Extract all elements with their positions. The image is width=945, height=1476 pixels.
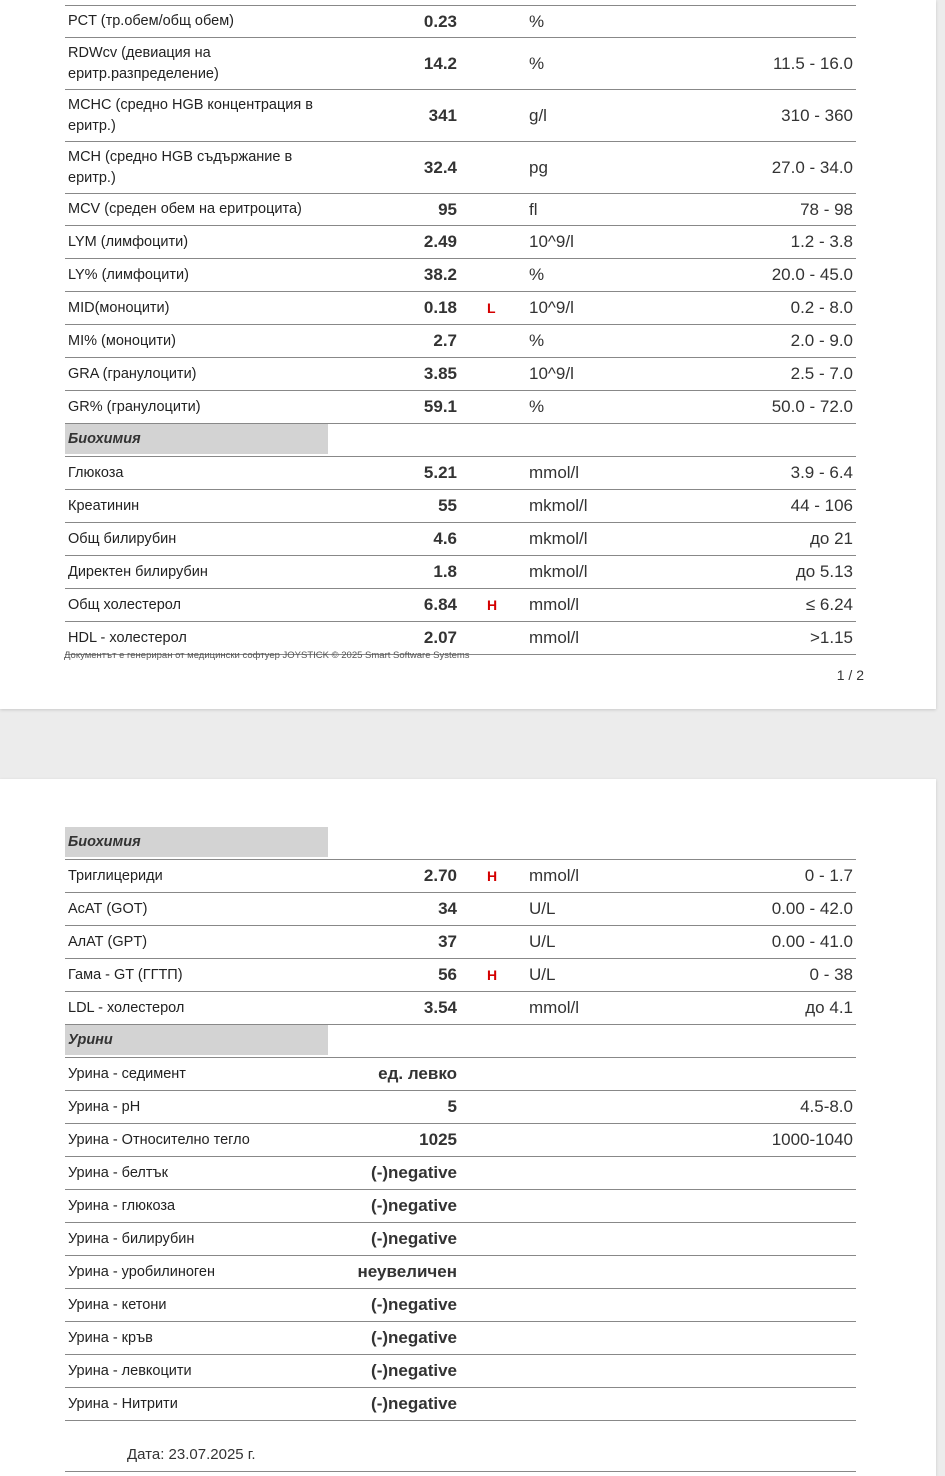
section-label-urine: Урини (65, 1025, 328, 1055)
reference-range: 3.9 - 6.4 (790, 463, 853, 482)
table-row (65, 1355, 856, 1388)
test-name: Урина - билирубин (68, 1230, 195, 1247)
reference-range: 0.00 - 41.0 (771, 932, 853, 951)
abnormal-flag: L (487, 300, 496, 316)
table-row (65, 358, 856, 391)
test-name: MCV (среден обем на еритроцита) (68, 201, 302, 217)
test-name: HDL - холестерол (68, 629, 187, 646)
table-row (65, 1322, 856, 1355)
result-unit: U/L (529, 965, 556, 984)
results-table-page-1 (65, 5, 856, 655)
reference-range: 20.0 - 45.0 (771, 265, 853, 284)
report-date: Дата: 23.07.2025 г. (127, 1446, 256, 1463)
reference-range: до 5.13 (795, 562, 853, 581)
reference-range: 1000-1040 (771, 1130, 853, 1149)
table-row (65, 589, 856, 622)
test-name: Общ билирубин (68, 530, 177, 547)
reference-range: 44 - 106 (790, 496, 853, 515)
result-unit: % (529, 331, 545, 350)
result-unit: 10^9/l (529, 232, 574, 251)
result-value: 37 (438, 932, 457, 951)
test-name: Глюкоза (68, 464, 124, 481)
result-value: 95 (438, 199, 457, 219)
table-row (65, 992, 856, 1025)
reference-range: 50.0 - 72.0 (771, 397, 853, 416)
hematology-rows (65, 6, 856, 424)
table-row (65, 959, 856, 992)
table-row (65, 1124, 856, 1157)
reference-range: 1.2 - 3.8 (790, 232, 853, 251)
test-name: Урина - кръв (68, 1329, 153, 1346)
result-value: неувеличен (357, 1262, 457, 1281)
result-value: (-)negative (371, 1328, 457, 1347)
test-name: Урина - седимент (68, 1065, 186, 1082)
table-row (65, 259, 856, 292)
result-value: 3.85 (423, 364, 457, 383)
result-value: 1025 (419, 1130, 457, 1149)
result-value: (-)negative (371, 1361, 457, 1380)
result-value: 5.21 (423, 463, 457, 482)
test-name: Урина - Относително тегло (68, 1131, 250, 1148)
result-unit: mmol/l (529, 628, 580, 647)
test-name: АсАТ (GOT) (68, 900, 148, 917)
result-value: 2.49 (423, 232, 457, 251)
result-value: 0.23 (423, 11, 457, 31)
test-name: PCT (тр.обем/общ обем) (68, 13, 234, 29)
test-name: Урина - левкоцити (68, 1362, 192, 1379)
test-name: MCH (средно HGB съдържание в еритр.) (68, 148, 293, 186)
test-name: Гама - GT (ГГТП) (68, 966, 183, 983)
test-name: MID(моноцити) (68, 299, 170, 316)
reference-range: 2.5 - 7.0 (790, 364, 853, 383)
result-unit: mkmol/l (529, 529, 588, 548)
result-unit: mkmol/l (529, 496, 588, 515)
test-name: MCHC (средно HGB концентрация в еритр.) (68, 96, 313, 134)
result-value: 4.6 (433, 529, 457, 548)
result-value: (-)negative (371, 1229, 457, 1248)
result-value: (-)negative (371, 1295, 457, 1314)
section-header-row (65, 827, 856, 860)
section-header-row (65, 424, 856, 457)
test-name: Директен билирубин (68, 563, 208, 580)
section-header-row (65, 1025, 856, 1058)
result-value: 2.7 (433, 331, 457, 350)
table-row (65, 194, 856, 226)
reference-range: 78 - 98 (800, 199, 853, 219)
table-row (65, 1091, 856, 1124)
result-unit: 10^9/l (529, 364, 574, 383)
result-unit: pg (529, 157, 548, 177)
reference-range: ≤ 6.24 (805, 595, 853, 614)
table-row (65, 1223, 856, 1256)
result-value: 2.70 (423, 866, 457, 885)
test-name: GRA (гранулоцити) (68, 365, 197, 382)
section-label-biochemistry: Биохимия (65, 827, 328, 857)
result-value: 38.2 (423, 265, 457, 284)
table-row (65, 926, 856, 959)
biochemistry-rows (65, 860, 856, 1025)
test-name: LDL - холестерол (68, 999, 185, 1016)
test-name: АлАТ (GPT) (68, 933, 148, 950)
table-row (65, 226, 856, 259)
table-row (65, 457, 856, 490)
test-name: Триглицериди (68, 867, 163, 884)
abnormal-flag: H (487, 967, 498, 983)
test-name: Урина - уробилиноген (68, 1263, 215, 1280)
result-value: (-)negative (371, 1394, 457, 1413)
table-row (65, 1388, 856, 1421)
test-name: MI% (моноцити) (68, 332, 176, 349)
result-unit: 10^9/l (529, 298, 574, 317)
software-footer-note: Документът е генериран от медицински софтуер JOYSTICK © 2025 Smart Software Systems (64, 650, 470, 661)
table-row (65, 90, 856, 142)
result-unit: mkmol/l (529, 562, 588, 581)
reference-range: до 21 (809, 529, 853, 548)
result-unit: U/L (529, 932, 556, 951)
table-row (65, 1256, 856, 1289)
test-name: GR% (гранулоцити) (68, 398, 201, 415)
result-value: 14.2 (423, 53, 457, 73)
report-page-2 (0, 779, 936, 1476)
test-name: Урина - белтък (68, 1164, 168, 1181)
result-value: 1.8 (433, 562, 457, 581)
result-value: 5 (447, 1097, 457, 1116)
result-unit: mmol/l (529, 463, 580, 482)
table-row (65, 1058, 856, 1091)
results-table-page-2 (65, 827, 856, 1421)
table-row (65, 1289, 856, 1322)
section-label-biochemistry: Биохимия (65, 424, 328, 454)
test-name: RDWcv (девиация на еритр.разпределение) (68, 44, 219, 82)
result-value: (-)negative (371, 1163, 457, 1182)
result-value: (-)negative (371, 1196, 457, 1215)
reference-range: 4.5-8.0 (800, 1097, 853, 1116)
reference-range: 27.0 - 34.0 (771, 157, 853, 177)
reference-range: 0 - 38 (809, 965, 853, 984)
result-value: 59.1 (423, 397, 457, 416)
test-name: Креатинин (68, 497, 140, 514)
table-row (65, 1190, 856, 1223)
test-name: LYM (лимфоцити) (68, 233, 189, 250)
reference-range: до 4.1 (805, 998, 853, 1017)
test-name: Урина - глюкоза (68, 1197, 176, 1214)
result-value: ед. левко (378, 1064, 457, 1083)
result-unit: % (529, 397, 545, 416)
page-number: 1 / 2 (836, 667, 864, 683)
result-unit: mmol/l (529, 866, 580, 885)
result-value: 6.84 (423, 595, 457, 614)
table-row (65, 1157, 856, 1190)
biochemistry-rows (65, 457, 856, 655)
reference-range: 310 - 360 (781, 105, 853, 125)
result-value: 341 (428, 105, 457, 125)
result-unit: % (529, 53, 545, 73)
result-unit: mmol/l (529, 595, 580, 614)
test-name: Урина - Нитрити (68, 1395, 178, 1412)
table-row (65, 490, 856, 523)
result-unit: % (529, 11, 545, 31)
table-row (65, 142, 856, 194)
reference-range: 0.2 - 8.0 (790, 298, 853, 317)
table-row (65, 6, 856, 38)
result-value: 0.18 (423, 298, 457, 317)
abnormal-flag: H (487, 868, 498, 884)
result-unit: % (529, 265, 545, 284)
test-name: Общ холестерол (68, 596, 181, 613)
result-unit: U/L (529, 899, 556, 918)
reference-range: 2.0 - 9.0 (790, 331, 853, 350)
result-value: 34 (438, 899, 457, 918)
result-value: 56 (438, 965, 457, 984)
reference-range: 0 - 1.7 (804, 866, 853, 885)
test-name: LY% (лимфоцити) (68, 266, 189, 283)
test-name: Урина - pH (68, 1098, 141, 1115)
result-unit: fl (529, 199, 538, 219)
result-value: 2.07 (423, 628, 457, 647)
table-row (65, 523, 856, 556)
table-row (65, 325, 856, 358)
abnormal-flag: H (487, 597, 498, 613)
result-unit: g/l (529, 105, 547, 125)
report-page-1 (0, 0, 936, 709)
reference-range: >1.15 (809, 628, 853, 647)
test-name: Урина - кетони (68, 1296, 167, 1313)
table-row (65, 38, 856, 90)
result-value: 32.4 (423, 157, 457, 177)
table-row (65, 556, 856, 589)
urine-rows (65, 1058, 856, 1421)
table-row (65, 292, 856, 325)
reference-range: 0.00 - 42.0 (771, 899, 853, 918)
table-row (65, 860, 856, 893)
reference-range: 11.5 - 16.0 (772, 53, 853, 73)
result-unit: mmol/l (529, 998, 580, 1017)
table-row (65, 391, 856, 424)
result-value: 55 (438, 496, 457, 515)
result-value: 3.54 (423, 998, 457, 1017)
bottom-divider (65, 1471, 856, 1472)
table-row (65, 893, 856, 926)
